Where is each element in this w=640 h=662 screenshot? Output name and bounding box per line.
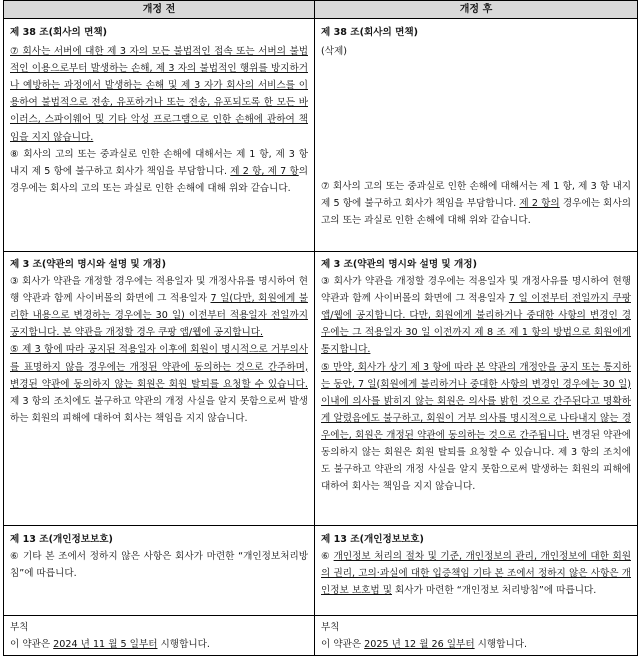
clause-7-text-b: 제 2 항의 <box>519 198 560 210</box>
article-13-after-clause-6 <box>321 548 631 599</box>
appendix-before-text <box>10 636 308 653</box>
appendix-text-a: 이 약관은 <box>321 639 365 651</box>
clause-3-text-b: 7 일(다만, 회원에게 불리한 내용으로 변경하는 경우에는 30 일) 이전부터 적용일자 전일까지 공지합니다. 본 약관을 개정할 경우 쿠팡 앱/웹에 공지합니다. <box>10 293 308 339</box>
article-38-before-title: 제 38 조(회사의 면책) <box>10 27 108 38</box>
appendix-after-cell <box>315 616 638 656</box>
article-13-before-title: 제 13 조(개인정보보호) <box>10 534 113 545</box>
article-13-after-title: 제 13 조(개인정보보호) <box>321 534 424 545</box>
clause-7-text-a: ⑦ 회사의 고의 또는 중과실로 인한 손해에 대해서는 제 1 항, 제 3 항 내지 제 5 항에 불구하고 회사가 책임을 부담합니다. <box>321 181 631 210</box>
article-38-before-clause-8 <box>10 146 308 197</box>
table-header-row <box>4 1 638 19</box>
clause-6-text-b: 개인정보 처리의 절차 및 기준, 개인정보의 관리, 개인정보에 대한 회원의 권리, 고의·과실에 대한 입증책임 기타 본 조에서 정하지 않은 사항은 개인정보 보호법 및 <box>321 551 631 597</box>
clause-6-text-c: 회사가 마련한 “개인정보 처리방침”에 따릅니다. <box>391 585 597 597</box>
article-13-before-cell <box>4 526 315 616</box>
clause-3-text-a: ③ 회사가 약관을 개정할 경우에는 적용일자 및 개정사유를 명시하여 현행 약관과 함께 사이버몰의 화면에 그 적용일자 <box>10 276 308 305</box>
article-3-after-title: 제 3 조(약관의 명시와 설명 및 개정) <box>321 259 477 270</box>
table-row-article-13 <box>4 526 638 616</box>
clause-5-text-a: ⑤ 만약, 회사가 상기 제 3 항에 따라 본 약관의 개정안을 공지 또는 통지하는 동안, 7 일(회원에게 불리하거나 중대한 사항의 변경인 경우에는 30 일) 이내에 의사를 밝히지 않는 회원은 의사를 밝힌 것으로 간주된다고 명확하게 알렸음에도 불구하고, 회원이 거부 의사를 명시적으로 나타내지 않는 경우에는, 회원은 개정된 약관에 동의하는 것으로 간주됩니다. <box>321 361 631 441</box>
article-38-after-clause-7 <box>321 178 631 229</box>
appendix-after-title: 부칙 <box>321 622 340 633</box>
header-before: 개정 전 <box>4 1 315 19</box>
clause-6-text-a: ⑥ <box>321 551 334 563</box>
article-3-before-cell <box>4 252 315 526</box>
clause-5-text-a: ⑤ 제 3 항에 따라 공지된 적용일자 이후에 회원이 명시적으로 거부의사를 표명하지 않을 경우에는 개정된 약관에 동의하는 것으로 간주하며, 변경된 약관에 동의하지 않는 회원은 회원 탈퇴를 요청할 수 있습니다. <box>10 344 308 390</box>
article-3-after-clause-5 <box>321 359 631 496</box>
article-13-after-cell <box>315 526 638 616</box>
article-13-before-clause-6: ⑥ 기타 본 조에서 정하지 않은 사항은 회사가 마련한 “개인정보처리방침”에 따릅니다. <box>10 551 308 580</box>
article-38-before-clause-7 <box>10 43 308 146</box>
clause-8-text-b: 제 2 항, 제 7 항 <box>230 165 299 177</box>
article-38-after-deleted: (삭제) <box>321 46 348 58</box>
table-row-appendix <box>4 616 638 656</box>
clause-7-text-c: 경우에는 회사의 고의 또는 과실로 인한 손해에 대해 위와 같습니다. <box>321 198 631 227</box>
article-38-after-cell <box>315 19 638 252</box>
article-38-before-clause-7-text: ⑦ 회사는 서버에 대한 제 3 자의 모든 불법적인 접속 또는 서버의 불법적인 이용으로부터 발생하는 손해, 제 3 자의 불법적인 행위를 방지하거나 예방하는 과정에서 발생하는 손해 및 제 3 자가 회사의 서비스를 이용하여 불법적으로 전송, 유포하거나 또는 전송, 유포되도록 한 모든 바이러스, 스파이웨어 및 기타 악성 프로그램으로 인한 손해에 관하여 책임을 지지 않습니다. <box>10 46 308 143</box>
appendix-after-text <box>321 636 631 653</box>
clause-3-text-b: 7 일 이전부터 전일까지 쿠팡 앱/웹에 공지합니다. 다만, 회원에게 불리하거나 중대한 사항의 변경인 경우에는 그 적용일자 30 일 이전까지 제 8 조 제 1 항의 방법으로 회원에게 통지합니다. <box>321 293 631 356</box>
article-3-after-clause-3 <box>321 273 631 358</box>
clause-3-text-a: ③ 회사가 약관을 개정할 경우에는 적용일자 및 개정사유를 명시하여 현행 약관과 함께 사이버몰의 화면에 그 적용일자 <box>321 276 631 305</box>
clause-5-text-b: 제 3 항의 조치에도 불구하고 약관의 개정 사실을 알지 못함으로써 발생하는 회원의 피해에 대하여 회사는 책임을 지지 않습니다. <box>10 395 308 424</box>
clause-8-text-a: ⑧ 회사의 고의 또는 중과실로 인한 손해에 대해서는 제 1 항, 제 3 항 내지 제 5 항에 불구하고 회사가 책임을 부담합니다. <box>10 148 308 177</box>
appendix-text-c: 시행합니다. <box>157 639 210 651</box>
appendix-text-b: 2024 년 11 월 5 일부터 <box>53 639 158 651</box>
article-3-before-clause-3 <box>10 273 308 341</box>
article-3-before-title: 제 3 조(약관의 명시와 설명 및 개정) <box>10 259 166 270</box>
table-row-article-38 <box>4 19 638 252</box>
article-38-after-title: 제 38 조(회사의 면책) <box>321 27 419 38</box>
clause-8-text-c: 의 경우에는 회사의 고의 또는 과실로 인한 손해에 대해 위와 같습니다. <box>10 165 308 194</box>
appendix-text-c: 시행합니다. <box>474 639 528 651</box>
table-row-article-3 <box>4 252 638 526</box>
appendix-text-b: 2025 년 12 월 26 일부터 <box>364 639 475 651</box>
article-3-after-cell <box>315 252 638 526</box>
appendix-before-cell <box>4 616 315 656</box>
appendix-before-title: 부칙 <box>10 622 29 633</box>
header-after: 개정 후 <box>315 1 638 19</box>
amendment-comparison-table <box>3 0 638 656</box>
appendix-text-a: 이 약관은 <box>10 639 54 651</box>
article-3-before-clause-5 <box>10 341 308 426</box>
clause-5-text-b: 변경된 약관에 동의하지 않는 회원은 회원 탈퇴를 요청할 수 있습니다. 제 3 항의 조치에도 불구하고 약관의 개정 사실을 알지 못함으로써 발생하는 회원의 피해에 대하여 회사는 책임을 지지 않습니다. <box>321 429 631 493</box>
article-38-before-cell <box>4 19 315 252</box>
